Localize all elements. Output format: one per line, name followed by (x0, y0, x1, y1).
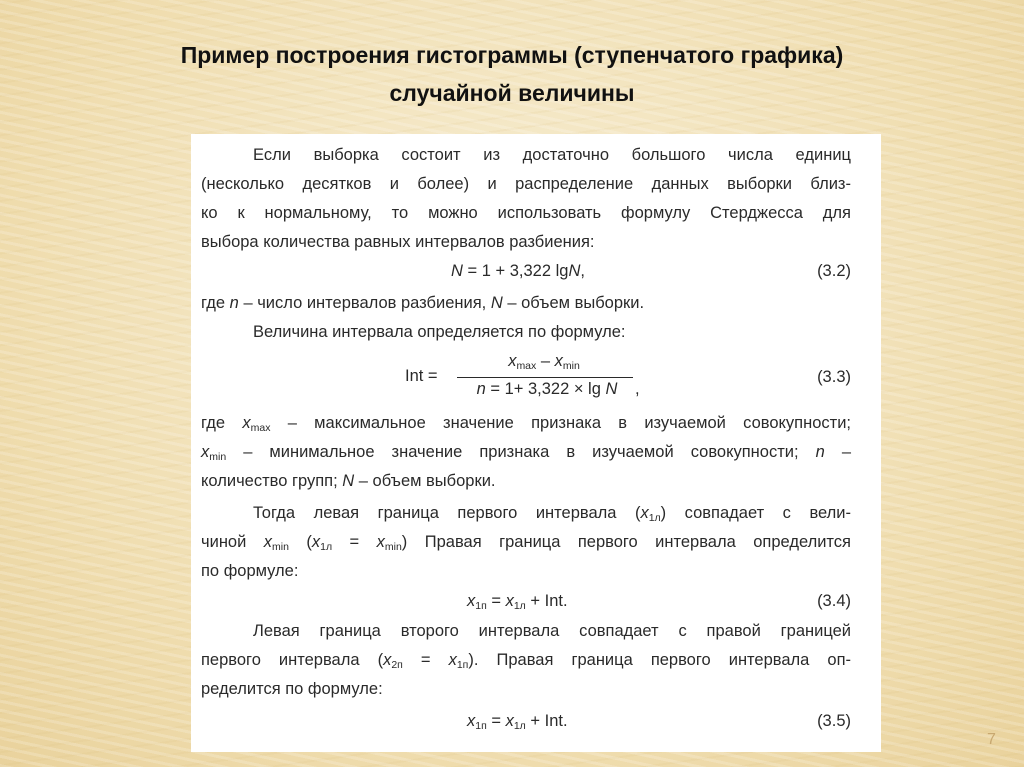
formula-interval: Int = $x_{max} - x_{min}$ n = 1+ 3,322 × lg N , (405, 352, 640, 398)
text-line: Величина интервала определяется по формуле: (253, 323, 626, 341)
equation-number: (3.3) (817, 368, 851, 386)
equation-number: (3.5) (817, 712, 851, 730)
text-line: Тогда левая граница первого интервала $(x_{1л})$ совпадает с вели- (253, 504, 851, 524)
slide-title-line-2: случайной величины (389, 80, 635, 106)
fraction-bar (457, 377, 633, 378)
slide-title (0, 36, 1024, 112)
text-line: чиной $x_{min}$ $(x_{1л} = x_{min})$ Правая граница первого интервала определится (201, 533, 851, 553)
text-line: Левая граница второго интервала совпадает с правой границей (253, 622, 851, 640)
text-line: (несколько десятков и более) и распределение данных выборки близ- (201, 175, 851, 193)
text-line: где $x_{max}$ – максимальное значение признака в изучаемой совокупности; (201, 414, 851, 434)
text-line: по формуле: (201, 562, 299, 580)
equation-number: (3.4) (817, 592, 851, 610)
text-line: ко к нормальному, то можно использовать формулу Стерджесса для (201, 204, 851, 222)
text-line: Если выборка состоит из достаточно большого числа единиц (253, 146, 851, 164)
text-line: ределится по формуле: (201, 680, 383, 698)
text-line: первого интервала $(x_{2п} = x_{1п})$. Правая граница первого интервала оп- (201, 651, 851, 671)
page-number: 7 (987, 731, 996, 748)
text-line: выбора количества равных интервалов разбиения: (201, 233, 595, 251)
textbook-excerpt (191, 134, 881, 752)
formula-sturges: N = 1 + 3,322 lgN, (451, 262, 585, 280)
formula-right-boundary: $x_{1п} = x_{1л}$ + Int. (467, 592, 568, 612)
text-line: количество групп; N – объем выборки. (201, 472, 496, 490)
text-line: где n – число интервалов разбиения, N – объем выборки. (201, 294, 645, 312)
formula-second-interval: $x_{1п} = x_{1л}$ + Int. (467, 712, 568, 732)
slide-title-line-1: Пример построения гистограммы (ступенчатого графика) (180, 42, 844, 68)
text-line: $x_{min}$ – минимальное значение признака в изучаемой совокупности; n – (201, 443, 852, 463)
equation-number: (3.2) (817, 262, 851, 280)
